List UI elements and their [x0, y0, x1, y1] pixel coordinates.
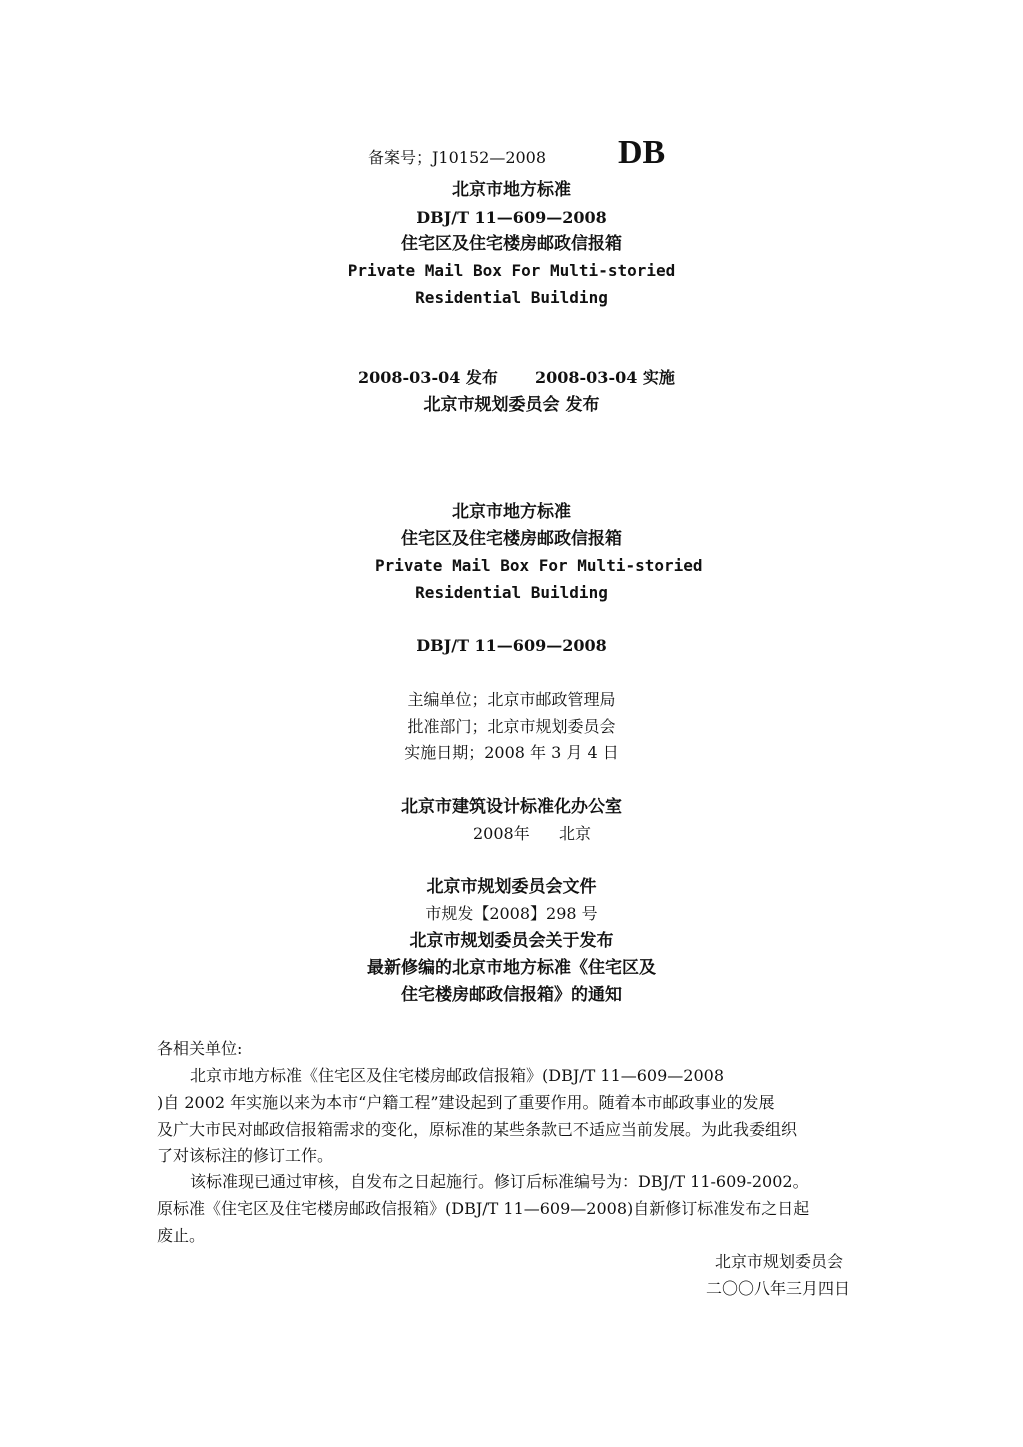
notice-salutation: 各相关单位:: [157, 1039, 243, 1058]
title-page-title-en-2: Residential Building: [415, 583, 608, 602]
title-page-title-cn: 住宅区及住宅楼房邮政信报箱: [401, 529, 622, 549]
notice-body-line: 该标准现已通过审核，自发布之日起施行。修订后标准编号为：DBJ/T 11-609-2002。: [190, 1172, 809, 1191]
cover-title-cn: 住宅区及住宅楼房邮政信报箱: [401, 234, 622, 254]
effective-date: 实施日期；2008 年 3 月 4 日: [404, 743, 619, 762]
publish-city: 北京: [559, 824, 592, 843]
publisher: 北京市建筑设计标准化办公室: [401, 797, 622, 817]
record-number: 备案号；J10152—2008: [368, 148, 547, 167]
notice-header: 北京市规划委员会文件: [426, 877, 597, 897]
cover-standard-code: DBJ/T 11—609—2008: [416, 208, 607, 227]
title-page-code: DBJ/T 11—609—2008: [416, 636, 607, 655]
signature-date: 二〇〇八年三月四日: [706, 1279, 851, 1298]
publish-year: 2008年: [473, 824, 530, 843]
notice-title-line-3: 住宅楼房邮政信报箱》的通知: [401, 985, 622, 1005]
notice-body-line: 北京市地方标准《住宅区及住宅楼房邮政信报箱》(DBJ/T 11—609—2008: [190, 1066, 725, 1085]
notice-body-line: 原标准《住宅区及住宅楼房邮政信报箱》(DBJ/T 11—609—2008)自新修订标准发布之日起: [157, 1199, 810, 1218]
approving-dept: 批准部门；北京市规划委员会: [407, 717, 616, 736]
title-page-title-en-1: Private Mail Box For Multi-storied: [375, 556, 703, 575]
notice-body-line: 废止。: [157, 1226, 206, 1245]
notice-title-line-2: 最新修编的北京市地方标准《住宅区及: [367, 958, 656, 978]
notice-body-line: 了对该标注的修订工作。: [157, 1146, 334, 1165]
cover-title-en-1: Private Mail Box For Multi-storied: [347, 261, 676, 280]
notice-body-line: )自 2002 年实施以来为本市“户籍工程”建设起到了重要作用。随着本市邮政事业的发展: [157, 1093, 775, 1112]
cover-title-en-2: Residential Building: [415, 288, 608, 307]
notice-doc-number: 市规发【2008】298 号: [425, 904, 598, 923]
editor-unit: 主编单位；北京市邮政管理局: [407, 690, 616, 709]
signature-org: 北京市规划委员会: [715, 1252, 844, 1271]
cover-standard-type: 北京市地方标准: [452, 180, 571, 200]
title-page-standard-type: 北京市地方标准: [452, 502, 571, 522]
release-date: 2008-03-04 发布: [358, 368, 498, 387]
cover-issuer: 北京市规划委员会 发布: [423, 395, 600, 415]
notice-body-line: 及广大市民对邮政信报箱需求的变化，原标准的某些条款已不适应当前发展。为此我委组织: [157, 1120, 798, 1139]
db-mark: DB: [618, 134, 666, 171]
implement-date: 2008-03-04 实施: [535, 368, 675, 387]
notice-title-line-1: 北京市规划委员会关于发布: [409, 931, 614, 951]
